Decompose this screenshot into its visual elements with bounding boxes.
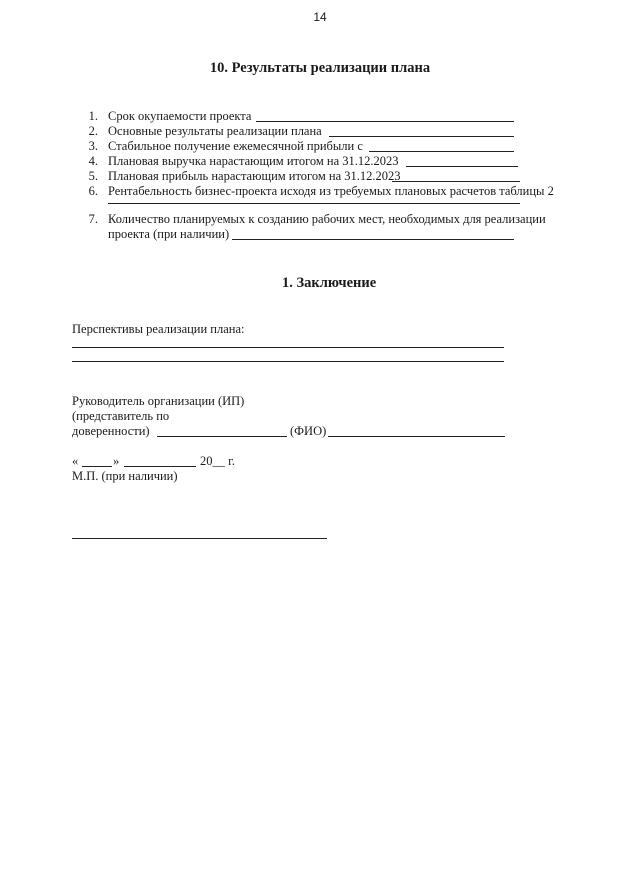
item-fill-line (232, 239, 514, 240)
item-number: 3. (88, 139, 98, 153)
item-number: 7. (88, 212, 98, 226)
signature-line (157, 436, 287, 437)
prospects-line-2 (72, 361, 504, 362)
fio-label: (ФИО) (290, 424, 327, 438)
head-label-line1: Руководитель организации (ИП) (72, 394, 245, 408)
item-number: 1. (88, 109, 98, 123)
date-year: 20__ г. (200, 454, 235, 468)
item-number: 6. (88, 184, 98, 198)
item-fill-line (369, 151, 514, 152)
item-number: 5. (88, 169, 98, 183)
item-label: Стабильное получение ежемесячной прибыли с (108, 139, 363, 153)
item-label: Рентабельность бизнес-проекта исходя из требуемых плановых расчетов таблицы 2 (108, 184, 554, 198)
item-number: 2. (88, 124, 98, 138)
item-label: Срок окупаемости проекта (108, 109, 252, 123)
head-label-line2: (представитель по (72, 409, 170, 423)
section-title-conclusion: 1. Заключение (282, 275, 377, 291)
item-label: Плановая выручка нарастающим итогом на 31.12.2023 (108, 154, 399, 168)
fio-line (328, 436, 505, 437)
date-day-line (82, 466, 112, 467)
date-quote-close: » (113, 454, 120, 468)
item-fill-line (392, 181, 520, 182)
item-fill-line (329, 136, 514, 137)
item-label: Основные результаты реализации плана (108, 124, 322, 138)
date-month-line (124, 466, 196, 467)
prospects-line-1 (72, 347, 504, 348)
item-fill-line (256, 121, 514, 122)
item-label: Количество планируемых к созданию рабочих мест, необходимых для реализации (108, 212, 546, 226)
stamp-label: М.П. (при наличии) (72, 469, 178, 483)
item-label-continuation: проекта (при наличии) (108, 227, 230, 241)
section-title-results: 10. Результаты реализации плана (209, 60, 431, 76)
prospects-label: Перспективы реализации плана: (72, 322, 245, 336)
page-number: 14 (313, 10, 327, 24)
item-number: 4. (88, 154, 98, 168)
item-fill-line (406, 166, 518, 167)
item-fill-line (108, 203, 520, 204)
item-label: Плановая прибыль нарастающим итогом на 31.12.2023 (108, 169, 401, 183)
bottom-signature-line (72, 538, 327, 539)
head-label-line3: доверенности) (72, 424, 150, 438)
date-quote-open: « (72, 454, 79, 468)
